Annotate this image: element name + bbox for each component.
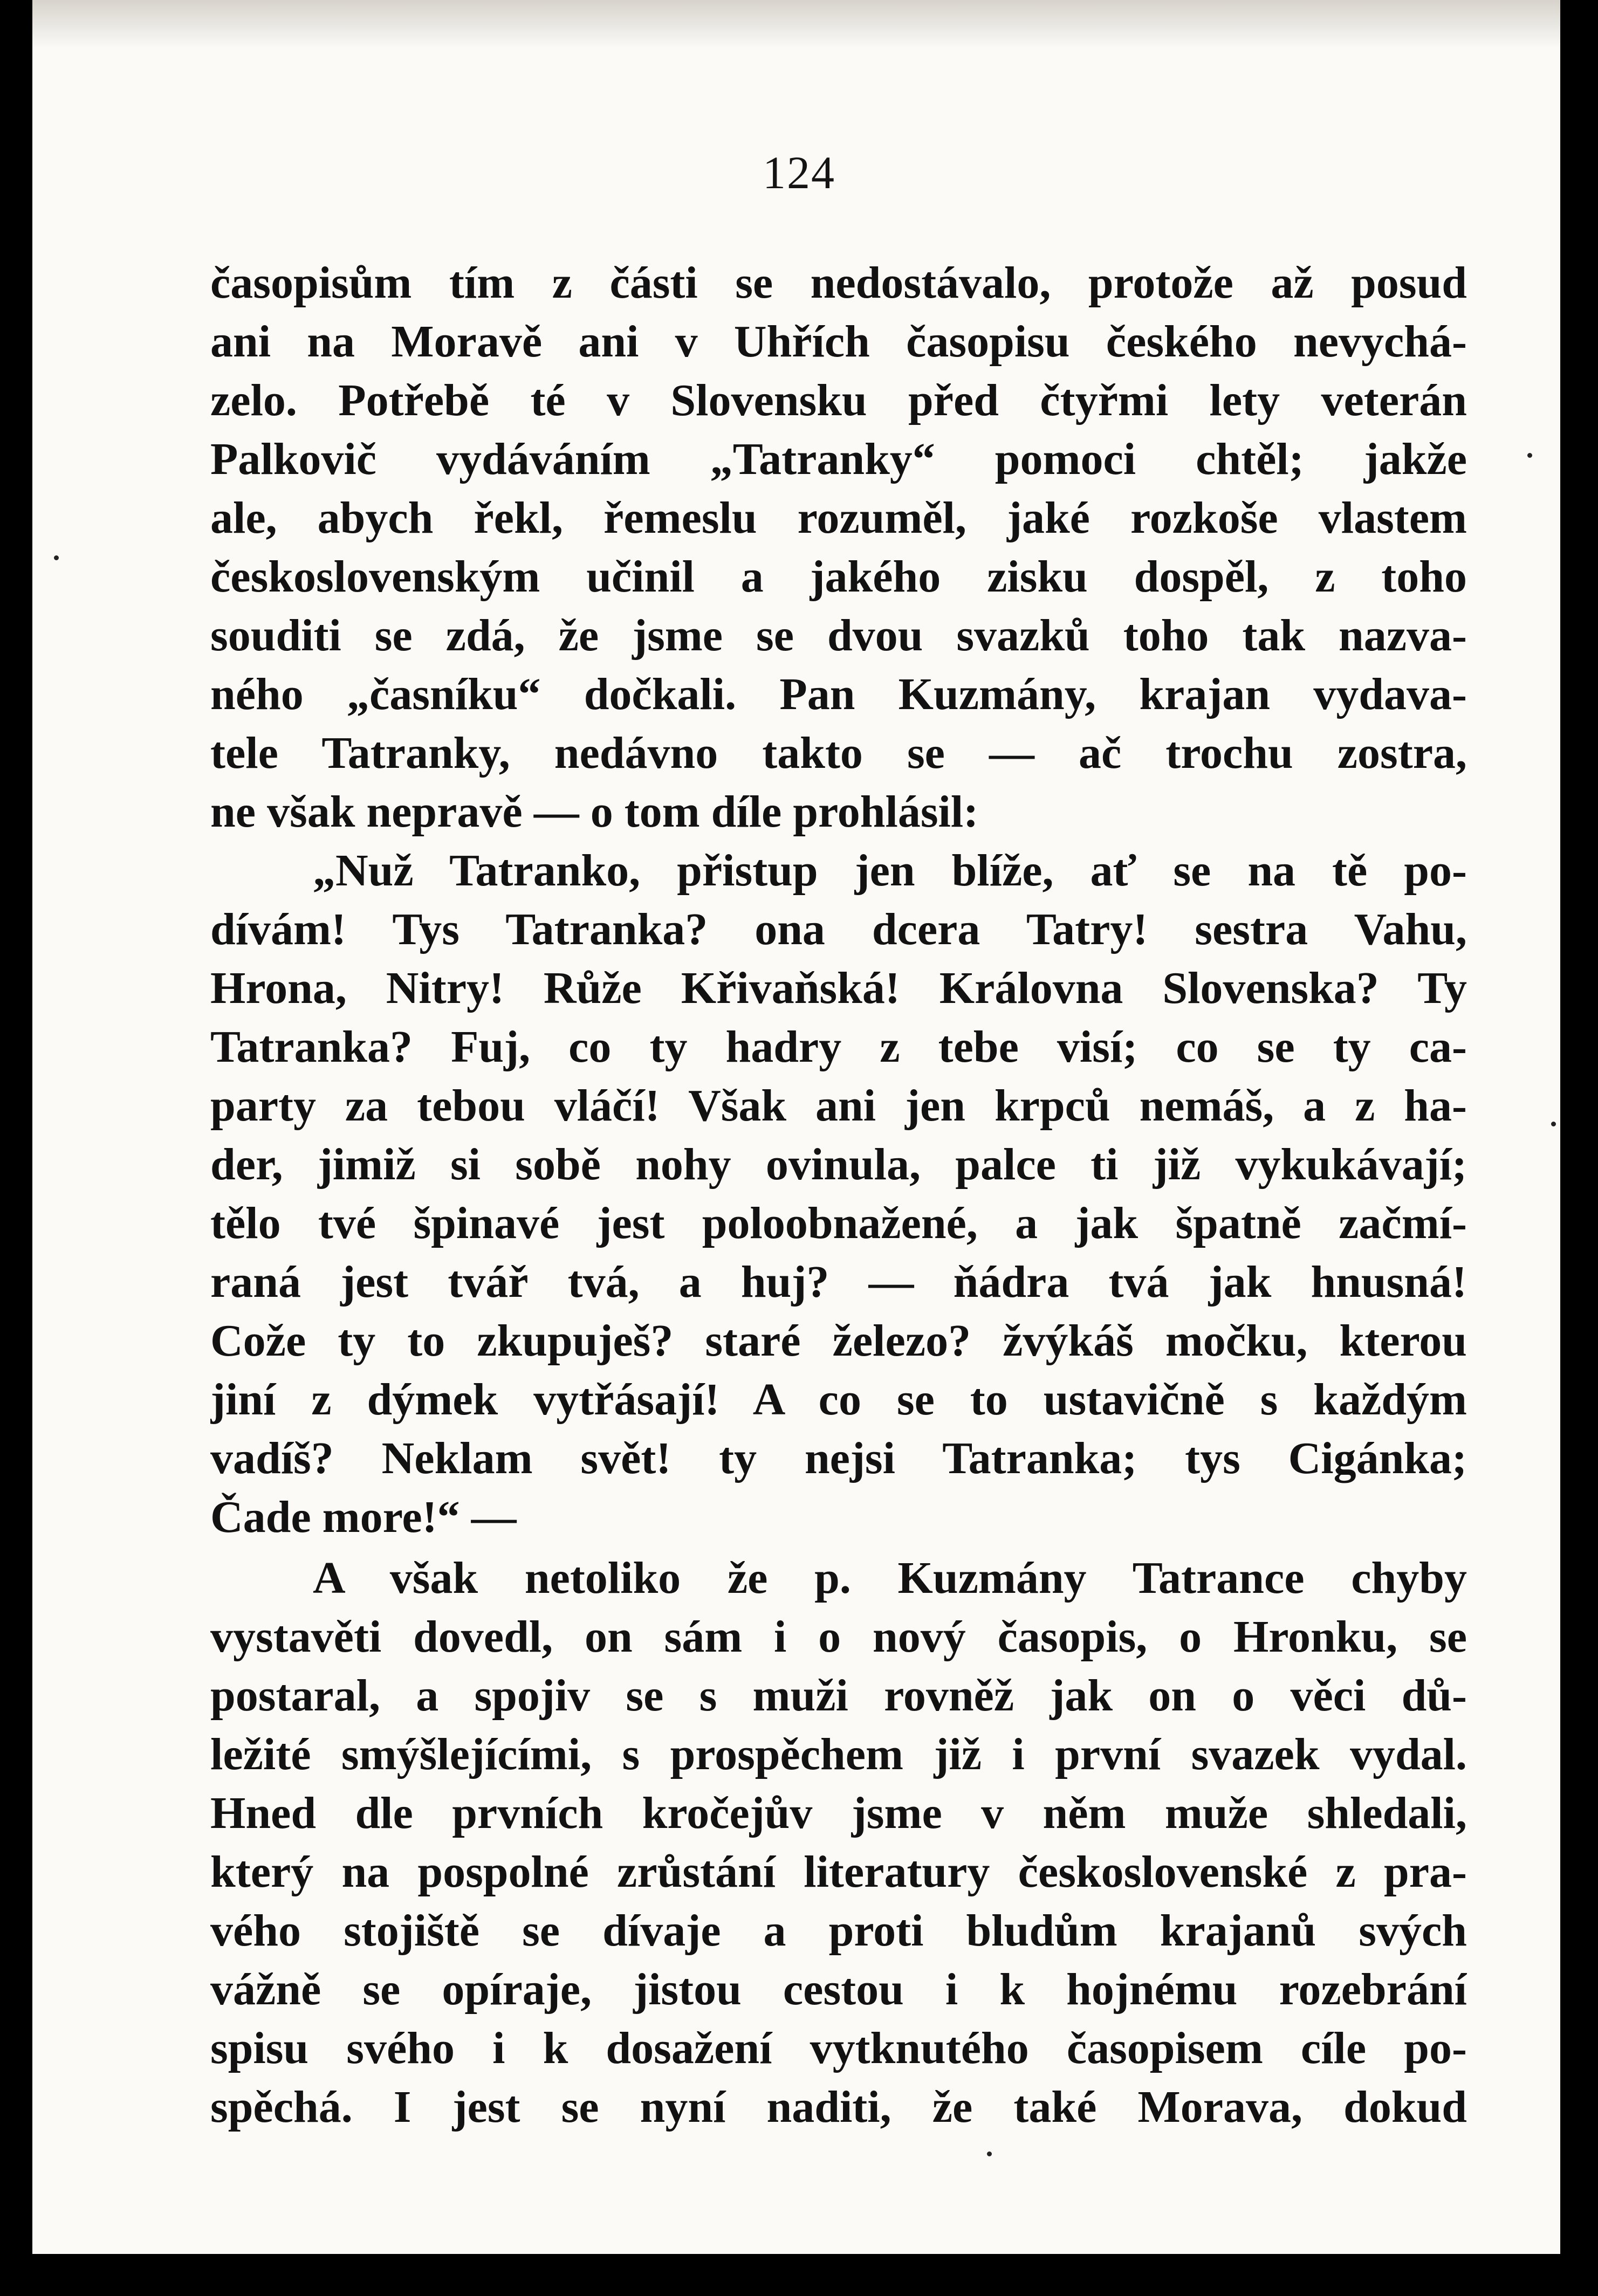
text-line: ležité smýšlejícími, s prospěchem již i první svazek vydal. xyxy=(210,1729,1467,1779)
text-line: postaral, a spojiv se s muži rovněž jak on o věci dů- xyxy=(210,1671,1467,1721)
paper-speck xyxy=(54,555,59,560)
paper-speck xyxy=(1551,1122,1556,1126)
text-line: československým učinil a jakého zisku dospěl, z toho xyxy=(210,552,1467,602)
text-line: Hned dle prvních kročejův jsme v něm muže shledali, xyxy=(210,1788,1467,1838)
text-line: ného „časníku“ dočkali. Pan Kuzmány, krajan vydava- xyxy=(210,669,1467,719)
text-line: tělo tvé špinavé jest poloobnažené, a jak špatně začmí- xyxy=(210,1198,1467,1248)
text-line: Hrona, Nitry! Růže Křivaňská! Královna Slovenska? Ty xyxy=(210,963,1467,1013)
text-line: spěchá. I jest se nyní naditi, že také Morava, dokud xyxy=(210,2082,1467,2132)
text-line: „Nuž Tatranko, přistup jen blíže, ať se na tě po- xyxy=(313,845,1467,896)
text-line: spisu svého i k dosažení vytknutého časopisem cíle po- xyxy=(210,2023,1467,2073)
page-number: 124 xyxy=(763,147,835,198)
text-line: ani na Moravě ani v Uhřích časopisu českého nevychá- xyxy=(210,317,1467,367)
scan-border-bottom xyxy=(32,2254,1560,2296)
paper-speck xyxy=(1527,453,1532,458)
text-line: vystavěti dovedl, on sám i o nový časopis, o Hronku, se xyxy=(210,1612,1467,1662)
text-line: raná jest tvář tvá, a huj? — ňádra tvá jak hnusná! xyxy=(210,1257,1467,1307)
text-line: tele Tatranky, nedávno takto se — ač trochu zostra, xyxy=(210,728,1467,778)
text-line: zelo. Potřebě té v Slovensku před čtyřmi lety veterán xyxy=(210,375,1467,425)
text-line: dívám! Tys Tatranka? ona dcera Tatry! sestra Vahu, xyxy=(210,904,1467,954)
text-line: Palkovič vydáváním „Tatranky“ pomoci chtěl; jakže xyxy=(210,434,1467,484)
text-line: ale, abych řekl, řemeslu rozuměl, jaké rozkoše vlastem xyxy=(210,493,1467,543)
text-line: Čade more!“ — xyxy=(210,1492,517,1542)
text-line: souditi se zdá, že jsme se dvou svazků toho tak nazva- xyxy=(210,610,1467,661)
text-line: der, jimiž si sobě nohy ovinula, palce ti již vykukávají; xyxy=(210,1139,1467,1190)
page-top-shadow xyxy=(32,0,1560,49)
text-line: jiní z dýmek vytřásají! A co se to ustavičně s každým xyxy=(210,1374,1467,1425)
paper-speck xyxy=(987,2151,992,2156)
text-line: časopisům tím z části se nedostávalo, protože až posud xyxy=(210,258,1467,308)
text-line: party za tebou vláčí! Však ani jen krpců nemáš, a z ha- xyxy=(210,1081,1467,1131)
scan-border-left xyxy=(0,0,32,2296)
text-line: vadíš? Neklam svět! ty nejsi Tatranka; tys Cigánka; xyxy=(210,1433,1467,1483)
text-line: A však netoliko že p. Kuzmány Tatrance chyby xyxy=(313,1553,1467,1603)
text-line: Tatranka? Fuj, co ty hadry z tebe visí; co se ty ca- xyxy=(210,1022,1467,1072)
text-line: ne však nepravě — o tom díle prohlásil: xyxy=(210,787,979,837)
text-line: vážně se opíraje, jistou cestou i k hojnému rozebrání xyxy=(210,1964,1467,2015)
text-line: vého stojiště se dívaje a proti bludům krajanů svých xyxy=(210,1906,1467,1956)
scan-border-right xyxy=(1560,0,1598,2296)
text-line: který na pospolné zrůstání literatury československé z pra- xyxy=(210,1847,1467,1897)
text-line: Cože ty to zkupuješ? staré železo? žvýkáš močku, kterou xyxy=(210,1316,1467,1366)
body-text xyxy=(210,253,1467,2136)
